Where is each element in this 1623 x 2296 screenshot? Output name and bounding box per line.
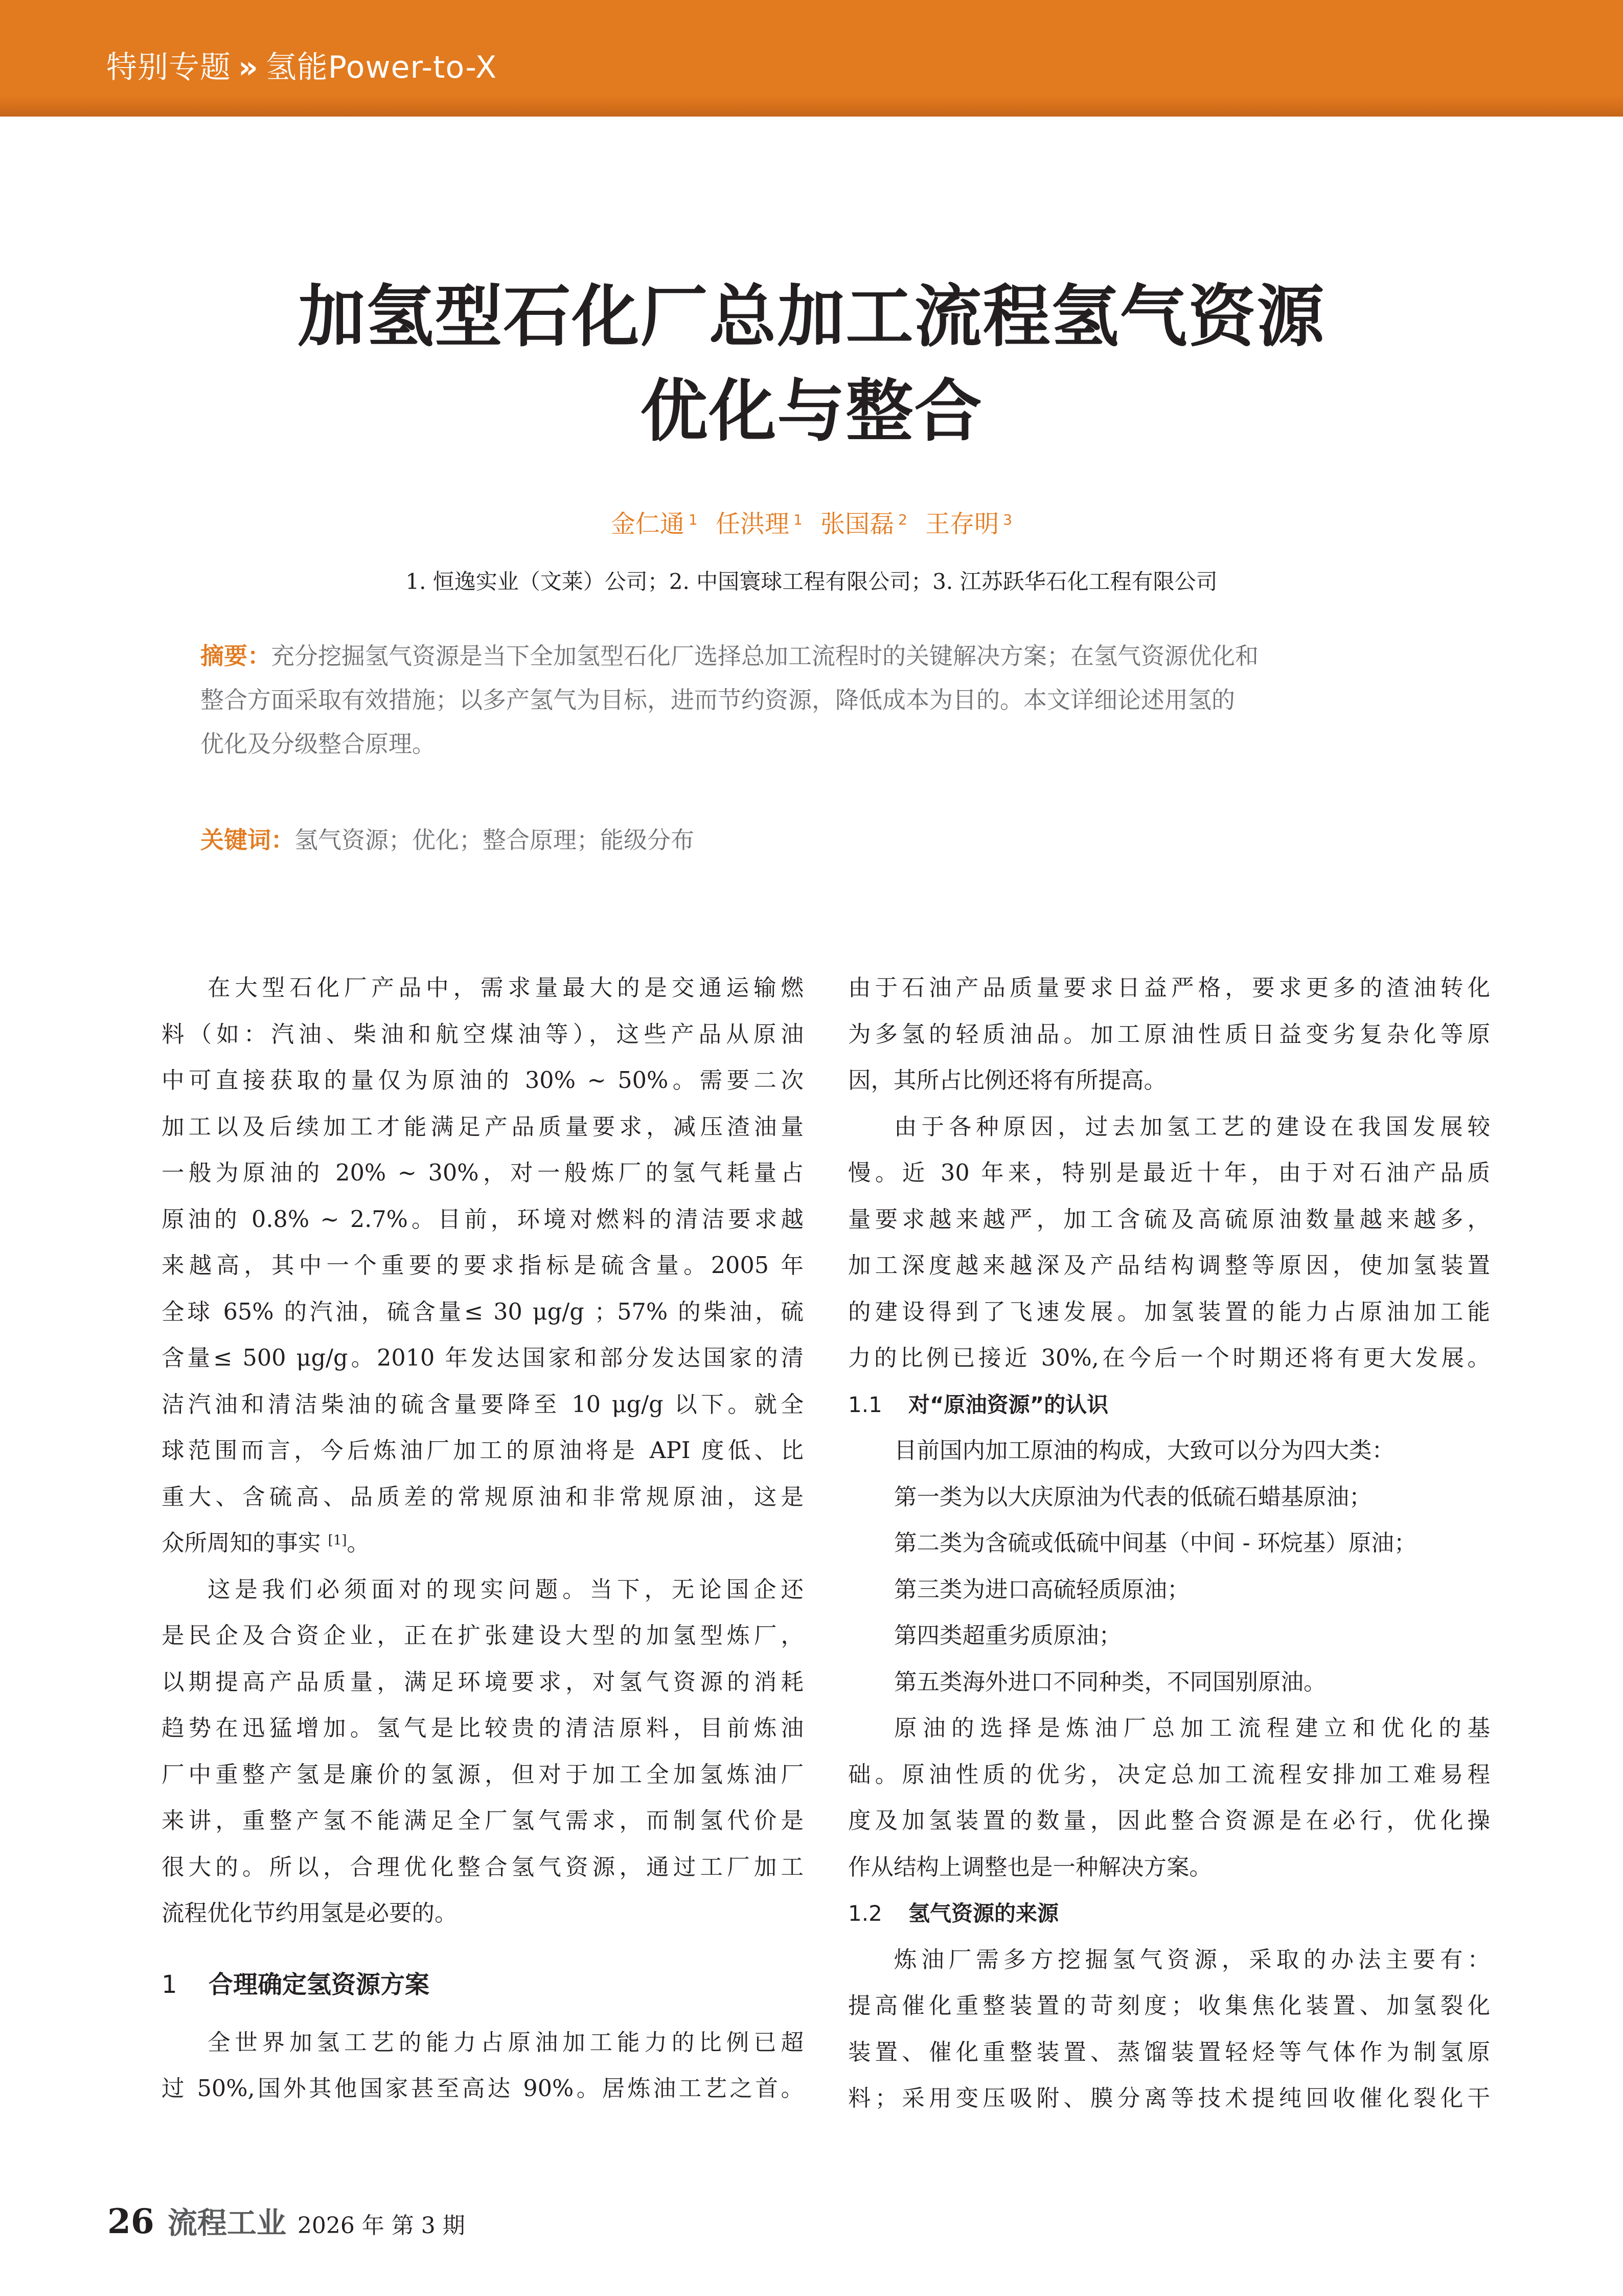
text-line: 力的比例已接近 30%,在今后一个时期还将有更大发展。 (848, 1345, 1490, 1371)
text-line: 全世界加氢工艺的能力占原油加工能力的比例已超 (208, 2029, 804, 2056)
body-column-left (162, 965, 804, 2112)
keywords (200, 818, 694, 862)
list-item: 第五类海外进口不同种类，不同国别原油。 (894, 1669, 1327, 1695)
list-item: 第三类为进口高硫轻质原油； (894, 1576, 1190, 1603)
abstract-label: 摘要： (200, 642, 271, 670)
author-name: 王存明 (925, 510, 999, 538)
text-line: 作从结构上调整也是一种解决方案。 (848, 1854, 1213, 1880)
text-line: 过 50%,国外其他国家甚至高达 90%。居炼油工艺之首。 (162, 2076, 804, 2102)
text-line: 度及加氢装置的数量，因此整合资源是在必行，优化操 (848, 1808, 1490, 1834)
author-list (0, 506, 1623, 542)
crude-oil-category-list (848, 1428, 1490, 1706)
text-line: 全球 65% 的汽油，硫含量≤ 30 μg/g ；57% 的柴油，硫 (162, 1299, 804, 1325)
text-line: 提高催化重整装置的苛刻度；收集焦化装置、加氢裂化 (848, 1993, 1490, 2019)
text-line: 的建设得到了飞速发展。加氢装置的能力占原油加工能 (848, 1299, 1490, 1325)
subsection-title: 对“原油资源”的认识 (908, 1392, 1109, 1417)
text-line: 球范围而言，今后炼油厂加工的原油将是 API 度低、比 (162, 1438, 804, 1464)
author-name: 张国磊 (820, 510, 895, 538)
paragraph (848, 1937, 1490, 2122)
text-line: 炼油厂需多方挖掘氢气资源，采取的办法主要有： (894, 1946, 1490, 1973)
page-number: 26 (107, 2201, 154, 2241)
text-line: 为多氢的轻质油品。加工原油性质日益变劣复杂化等原 (848, 1021, 1490, 1048)
journal-name: 流程工业 (167, 2206, 286, 2240)
text-line: 慢。近 30 年来，特别是最近十年，由于对石油产品质 (848, 1160, 1490, 1186)
paragraph (162, 2020, 804, 2112)
text-line: 量要求越来越严，加工含硫及高硫原油数量越来越多， (848, 1206, 1490, 1233)
list-item: 第一类为以大庆原油为代表的低硫石蜡基原油； (894, 1484, 1372, 1510)
text-fragment: 。 (347, 1530, 370, 1556)
text-line: 料；采用变压吸附、膜分离等技术提纯回收催化裂化干 (848, 2085, 1490, 2111)
affiliations: 1. 恒逸实业（文莱）公司；2. 中国寰球工程有限公司；3. 江苏跃华石化工程有限公司 (405, 569, 1218, 594)
author (611, 506, 698, 542)
text-line: 由于石油产品质量要求日益严格，要求更多的渣油转化 (848, 975, 1490, 1001)
text-line: 流程优化节约用氢是必要的。 (162, 1900, 458, 1926)
text-line: 础。原油性质的优劣，决定总加工流程安排加工难易程 (848, 1761, 1490, 1788)
spacer (162, 1937, 804, 1957)
article-title-line-1: 加氢型石化厂总加工流程氢气资源 (298, 278, 1325, 356)
text-line: 由于各种原因，过去加氢工艺的建设在我国发展较 (894, 1113, 1490, 1140)
text-line: 以期提高产品质量，满足环境要求，对氢气资源的消耗 (162, 1669, 804, 1695)
text-line: 洁汽油和清洁柴油的硫含量要降至 10 μg/g 以下。就全 (162, 1391, 804, 1418)
keywords-label: 关键词： (200, 826, 294, 854)
section-header-bar (0, 0, 1623, 117)
text-line: 趋势在迅猛增加。氢气是比较贵的清洁原料，目前炼油 (162, 1715, 804, 1741)
section-label: 特别专题 (106, 50, 231, 85)
section-heading (162, 1957, 804, 2013)
text-line: 料（如：汽油、柴油和航空煤油等），这些产品从原油 (162, 1021, 804, 1048)
list-item: 第二类为含硫或低硫中间基（中间 - 环烷基）原油； (894, 1530, 1417, 1556)
section-number: 1 (162, 1970, 177, 1999)
text-line: 加工以及后续加工才能满足产品质量要求，减压渣油量 (162, 1113, 804, 1140)
page-footer (107, 2198, 465, 2244)
paragraph (162, 965, 804, 1567)
text-line: 原油的选择是炼油厂总加工流程建立和优化的基 (894, 1715, 1490, 1741)
article-title-line-2: 优化与整合 (640, 372, 983, 451)
subsection-heading (848, 1382, 1490, 1428)
text-line: 厂中重整产氢是廉价的氢源，但对于加工全加氢炼油厂 (162, 1761, 804, 1788)
paragraph (162, 1567, 804, 1937)
text-line: 很大的。所以，合理优化整合氢气资源，通过工厂加工 (162, 1854, 804, 1880)
body-column-right (848, 965, 1490, 2122)
topic-label: 氢能Power-to-X (265, 50, 497, 85)
list-item: 第四类超重劣质原油； (894, 1623, 1122, 1649)
text-line: 因，其所占比例还将有所提高。 (848, 1067, 1167, 1094)
author (716, 506, 803, 542)
subsection-heading (848, 1891, 1490, 1937)
text-fragment: 众所周知的事实 (162, 1530, 321, 1556)
section-header (106, 47, 497, 88)
spacer (162, 2013, 804, 2020)
affiliation-mark: 2 (898, 511, 907, 528)
text-line: 含量≤ 500 μg/g。2010 年发达国家和部分发达国家的清 (162, 1345, 804, 1371)
author-name: 任洪理 (716, 510, 790, 538)
text-line: 这是我们必须面对的现实问题。当下，无论国企还 (208, 1576, 804, 1603)
affiliation-mark: 3 (1003, 511, 1013, 528)
paragraph (848, 1706, 1490, 1891)
affiliation-mark: 1 (688, 511, 698, 528)
author (925, 506, 1012, 542)
text-line: 原油的 0.8% ~ 2.7%。目前，环境对燃料的清洁要求越 (162, 1206, 804, 1233)
list-item: 目前国内加工原油的构成，大致可以分为四大类： (894, 1438, 1395, 1464)
abstract-line (200, 634, 1443, 678)
author-name: 金仁通 (610, 510, 684, 538)
subsection-number: 1.2 (848, 1901, 882, 1926)
section-title: 合理确定氢资源方案 (209, 1970, 430, 1999)
author (820, 506, 907, 542)
abstract (200, 634, 1443, 766)
text-line: 在大型石化厂产品中，需求量最大的是交通运输燃 (208, 975, 804, 1001)
paragraph (848, 1104, 1490, 1382)
text-line: 是民企及合资企业，正在扩张建设大型的加氢型炼厂， (162, 1623, 804, 1649)
subsection-title: 氢气资源的来源 (908, 1901, 1059, 1926)
text-line: 中可直接获取的量仅为原油的 30% ~ 50%。需要二次 (162, 1067, 804, 1094)
text-line: 来越高，其中一个重要的要求指标是硫含量。2005 年 (162, 1253, 804, 1279)
citation-ref[interactable]: [1] (328, 1533, 347, 1548)
subsection-number: 1.1 (848, 1392, 882, 1417)
breadcrumb-separator-icon: » (238, 50, 259, 85)
text-line: 一般为原油的 20% ~ 30%，对一般炼厂的氢气耗量占 (162, 1160, 804, 1186)
text-line: 重大、含硫高、品质差的常规原油和非常规原油，这是 (162, 1484, 804, 1510)
affiliation-mark: 1 (793, 511, 803, 528)
text-line: 来讲，重整产氢不能满足全厂氢气需求，而制氢代价是 (162, 1808, 804, 1834)
text-line: 加工深度越来越深及产品结构调整等原因，使加氢装置 (848, 1253, 1490, 1279)
text-line: 装置、催化重整装置、蒸馏装置轻烃等气体作为制氢原 (848, 2039, 1490, 2065)
issue-info: 2026 年 第 3 期 (297, 2213, 465, 2239)
text-line (162, 1520, 804, 1567)
keywords-text: 氢气资源；优化；整合原理；能级分布 (294, 826, 694, 854)
abstract-text: 充分挖掘氢气资源是当下全加氢型石化厂选择总加工流程时的关键解决方案；在氢气资源优化和 (271, 642, 1259, 670)
paragraph (848, 965, 1490, 1104)
abstract-line: 优化及分级整合原理。 (200, 730, 436, 758)
abstract-line: 整合方面采取有效措施；以多产氢气为目标，进而节约资源，降低成本为目的。本文详细论述用氢的 (200, 686, 1235, 714)
